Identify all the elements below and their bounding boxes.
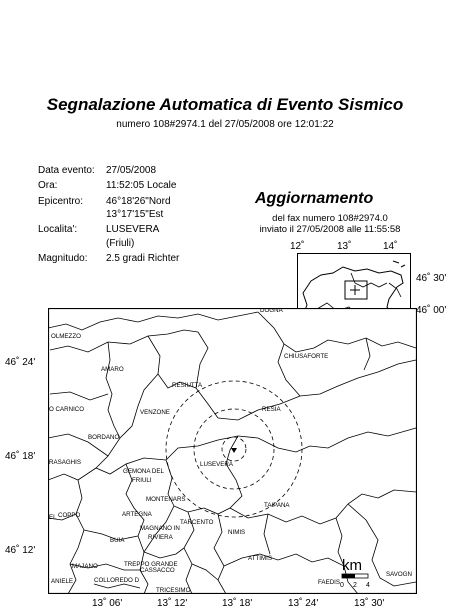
town-lusevera: LUSEVERA: [200, 461, 234, 468]
update-title: Aggiornamento: [255, 190, 374, 207]
town-montenars: MONTENARS: [146, 496, 186, 503]
town-treppo-grande: TREPPO GRANDE: [124, 561, 178, 568]
main-map-frame: [49, 309, 417, 594]
town-savogna: SAVOGN: [386, 571, 413, 578]
town-friuli: FRIULI: [132, 477, 152, 484]
inset-lon-tick-14: 14˚: [383, 241, 398, 252]
epicenter-label: Epicentro:: [38, 196, 84, 207]
date-label: Data evento:: [38, 165, 95, 176]
main-map: [48, 308, 417, 594]
town-gemona: GEMONA DEL: [123, 468, 164, 475]
town-carnico: O CARNICO: [49, 406, 85, 413]
locality-region: (Friuli): [106, 238, 135, 249]
town-olmezzo: OLMEZZO: [51, 333, 81, 340]
time-value: 11:52:05 Locale: [106, 180, 177, 191]
town-cassacco: CASSACCO: [140, 567, 175, 574]
town-taipana: TAIPANA: [264, 502, 290, 509]
main-lat-tick-1212: 46˚ 12': [5, 545, 36, 556]
town-amaro: AMARO: [101, 366, 124, 373]
town-tarcento: TARCENTO: [180, 519, 214, 526]
town-el: EL: [49, 514, 57, 521]
town-nimis: NIMIS: [228, 529, 246, 536]
town-trasaghis: RASAGHIS: [49, 459, 81, 466]
epicenter-lat: 46°18'26"Nord: [106, 196, 171, 207]
time-label: Ora:: [38, 180, 58, 191]
inset-lat-tick-4600: 46˚ 00': [416, 305, 447, 316]
scale-tick-4: 4: [366, 582, 370, 589]
inset-lon-tick-13: 13˚: [337, 241, 352, 252]
inset-lat-tick-4630: 46˚ 30': [416, 273, 447, 284]
town-chiusaforte: CHIUSAFORTE: [284, 353, 329, 360]
main-lon-tick-1330: 13˚ 30': [354, 598, 385, 609]
update-sent-time: inviato il 27/05/2008 alle 11:55:58: [259, 224, 401, 235]
main-lat-tick-1818: 46˚ 18': [5, 451, 36, 462]
magnitude-value: 2.5 gradi Richter: [106, 253, 180, 264]
town-bordano: BORDANO: [88, 434, 120, 441]
town-artegna: ARTEGNA: [122, 511, 152, 518]
town-resia: RESIA: [262, 406, 281, 413]
town-majano: MAJANO: [72, 563, 98, 570]
scale-unit: km: [342, 557, 362, 574]
report-subtitle: numero 108#2974.1 del 27/05/2008 ore 12:01:22: [116, 119, 334, 130]
town-attimis: ATTIMIS: [248, 555, 272, 562]
magnitude-label: Magnitudo:: [38, 253, 88, 264]
update-fax-number: del fax numero 108#2974.0: [272, 213, 388, 224]
town-faedis: FAEDIS: [318, 579, 341, 586]
town-buia: BUIA: [110, 537, 125, 544]
main-lon-tick-1318: 13˚ 18': [222, 598, 253, 609]
locality-label: Localita':: [38, 224, 78, 235]
main-lon-tick-1306: 13˚ 06': [92, 598, 123, 609]
town-tricesimo: TRICESIMO: [156, 587, 191, 594]
town-resiutta: RESIUTTA: [172, 382, 203, 389]
date-value: 27/05/2008: [106, 165, 157, 176]
town-venzone: VENZONE: [140, 409, 170, 416]
report-title: Segnalazione Automatica di Evento Sismico: [46, 95, 404, 114]
town-colloredo: COLLOREDO D: [94, 577, 140, 584]
main-lat-tick-2424: 46˚ 24': [5, 357, 36, 368]
epicenter-lon: 13°17'15"Est: [106, 209, 164, 220]
main-lon-tick-1312: 13˚ 12': [157, 598, 188, 609]
town-riviera: RIVIERA: [148, 534, 173, 541]
scale-tick-2: 2: [353, 582, 357, 589]
main-lon-tick-1324: 13˚ 24': [288, 598, 319, 609]
inset-lon-tick-12: 12˚: [290, 241, 305, 252]
town-daniele: ANIELE: [51, 578, 74, 585]
locality-value: LUSEVERA: [106, 224, 160, 235]
scale-tick-0: 0: [340, 582, 344, 589]
town-dogna: DOGNA: [260, 308, 283, 314]
town-magnano: MAGNANO IN: [140, 525, 180, 532]
town-coppo: COPPO: [58, 512, 81, 519]
